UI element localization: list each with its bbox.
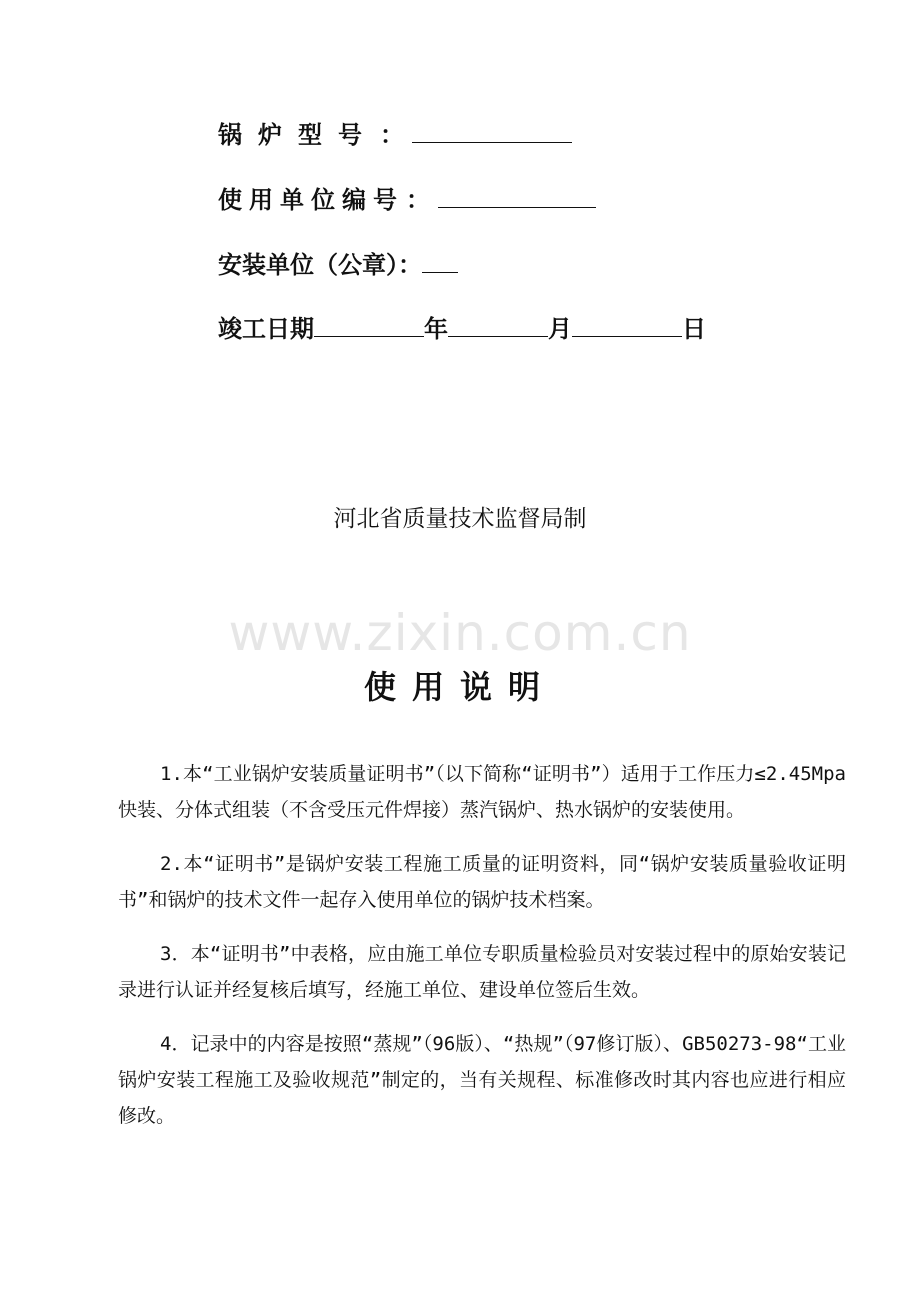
user-unit-number-blank[interactable] <box>438 183 596 208</box>
instruction-item: 3．本“证明书”中表格，应由施工单位专职质量检验员对安装过程中的原始安装记录进行认证并经复核后填写，经施工单位、建设单位签后生效。 <box>118 943 846 1001</box>
month-label: 月 <box>548 315 572 343</box>
instructions-body <box>118 756 846 1152</box>
boiler-model-field: 锅炉型号： <box>218 118 572 150</box>
boiler-model-blank[interactable] <box>412 118 572 143</box>
completion-date-label: 竣工日期 <box>218 315 314 343</box>
day-blank[interactable] <box>572 312 682 337</box>
boiler-model-label: 锅炉型号 <box>218 121 378 149</box>
installer-seal-field <box>218 248 458 280</box>
issuing-authority: 河北省质量技术监督局制 <box>333 506 587 532</box>
day-label: 日 <box>682 315 706 343</box>
instruction-item: 1.本“工业锅炉安装质量证明书”（以下简称“证明书”）适用于工作压力≤2.45Mpa快装、分体式组装（不含受压元件焊接）蒸汽锅炉、热水锅炉的安装使用。 <box>118 763 846 821</box>
completion-date-field <box>218 312 706 344</box>
year-label: 年 <box>424 315 448 343</box>
instruction-item: 2.本“证明书”是锅炉安装工程施工质量的证明资料，同“锅炉安装质量验收证明书”和锅炉的技术文件一起存入使用单位的锅炉技术档案。 <box>118 853 846 911</box>
month-blank[interactable] <box>448 312 548 337</box>
user-unit-number-label: 使用单位编号 <box>218 186 404 214</box>
instructions-title: 使用说明 <box>363 668 556 706</box>
year-blank[interactable] <box>314 312 424 337</box>
instruction-item: 4．记录中的内容是按照“蒸规”（96版）、“热规”（97修订版）、GB50273-98“工业锅炉安装工程施工及验收规范”制定的，当有关规程、标准修改时其内容也应进行相应修改。 <box>118 1033 846 1127</box>
watermark: www.zixin.com.cn <box>228 604 692 662</box>
installer-seal-blank[interactable] <box>422 248 458 273</box>
user-unit-number-field: 使用单位编号： <box>218 183 596 215</box>
installer-seal-label: 安装单位（公章）： <box>218 251 422 279</box>
